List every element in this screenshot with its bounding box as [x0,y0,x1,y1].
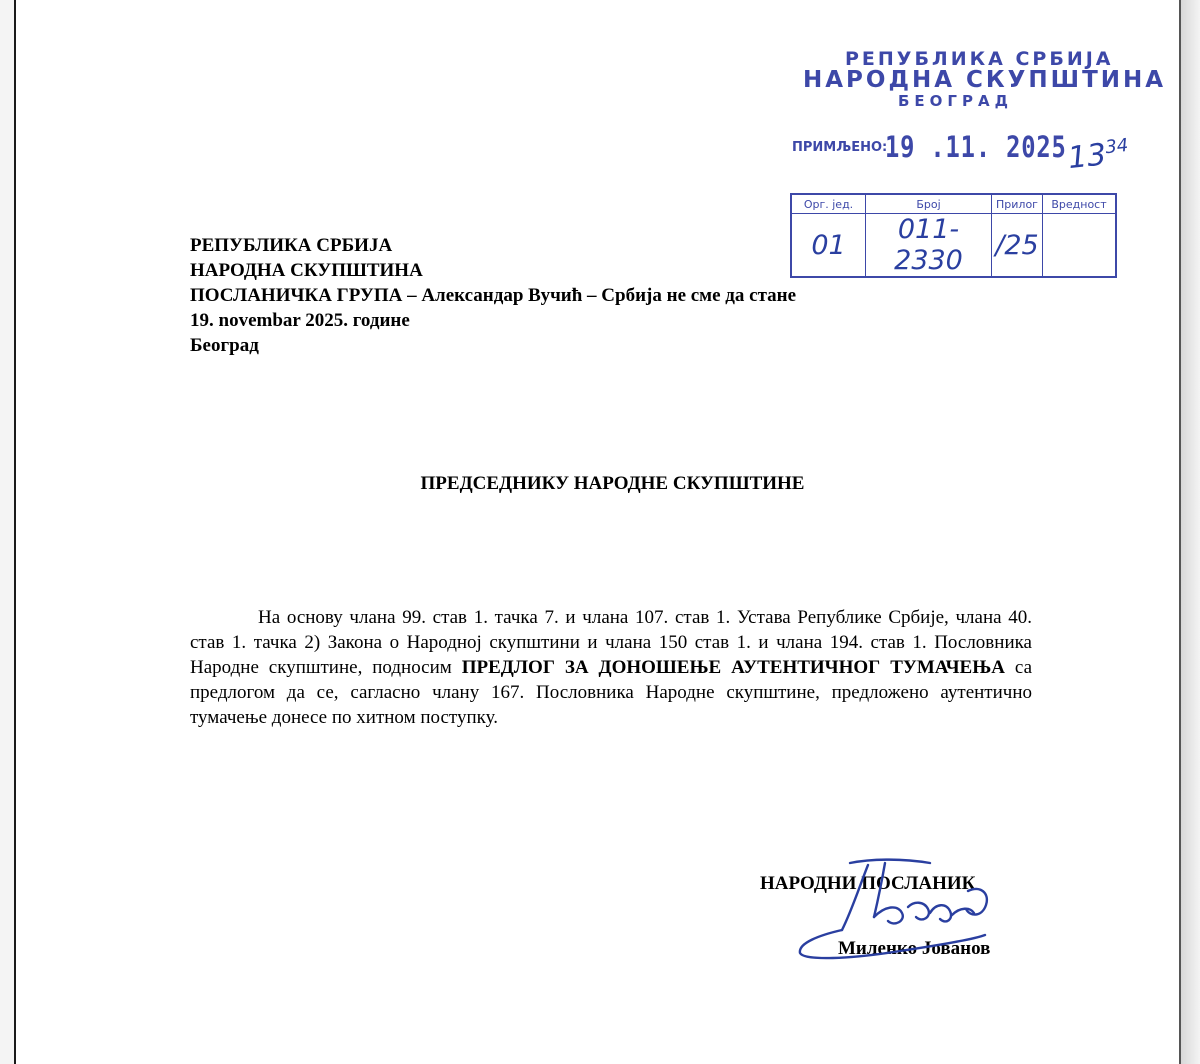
stamp-header-attachment: Прилог [992,194,1043,214]
page-shadow [1181,0,1200,1064]
stamp-line-2: НАРОДНА СКУПШТИНА [803,67,1167,93]
stamp-line-3: БЕОГРАД [898,92,1013,110]
header-line-1: РЕПУБЛИКА СРБИЈА [190,235,393,256]
header-line-3: ПОСЛАНИЧКА ГРУПА – Александар Вучић – Србија не сме да стане [190,285,797,306]
stamp-value-value [1043,214,1117,278]
stamp-value-attachment: /25 [992,214,1043,278]
signer-title: НАРОДНИ ПОСЛАНИК [760,873,976,894]
body-text-bold: ПРЕДЛОГ ЗА ДОНОШЕЊЕ АУТЕНТИЧНОГ ТУМАЧЕЊА [461,657,1005,678]
addressee-heading: ПРЕДСЕДНИКУ НАРОДНЕ СКУПШТИНЕ [420,473,805,494]
body-text-after: са предлогом да се, сагласно члану 167. Пословника Народне скупштине, предложено аутентично тумачење донесе по хитном поступку. [190,657,1032,728]
stamp-received-label: ПРИМЉЕНО: [792,140,888,155]
stamp-header-org: Орг. јед. [791,194,866,214]
stamp-line-1: РЕПУБЛИКА СРБИЈА [845,48,1114,70]
stamp-value-org: 01 [791,214,866,278]
stamp-received-hw-sup: 34 [1104,134,1130,159]
handwritten-signature [790,855,1000,965]
body-text-before: На основу члана 99. став 1. тачка 7. и члана 107. став 1. Устава Републике Србије, члана 40. став 1. тачка 2) Закона о Народној скупштини и члана 150 став 1. и члана 194. став 1. Пословника Народне скупштине, подносим [190,607,1032,678]
stamp-received-hw-main: 13 [1066,137,1108,177]
stamp-box-header-row [791,194,1116,214]
header-line-2: НАРОДНА СКУПШТИНА [190,260,423,281]
sender-header [190,233,796,358]
stamp-received-handwritten [1066,135,1130,176]
header-line-4: 19. novembar 2025. године [190,310,410,331]
stamp-value-number: 011-2330 [866,214,992,278]
signer-name: Миленко Јованов [838,938,991,959]
stamp-header-number: Број [866,194,992,214]
body-paragraph [190,605,1032,730]
stamp-received-date: 19 .11. 2025 [885,130,1067,164]
stamp-header-value: Вредност [1043,194,1117,214]
header-line-5: Београд [190,335,259,356]
stamp-registry-box [790,193,1117,278]
stamp-box-value-row [791,214,1116,278]
